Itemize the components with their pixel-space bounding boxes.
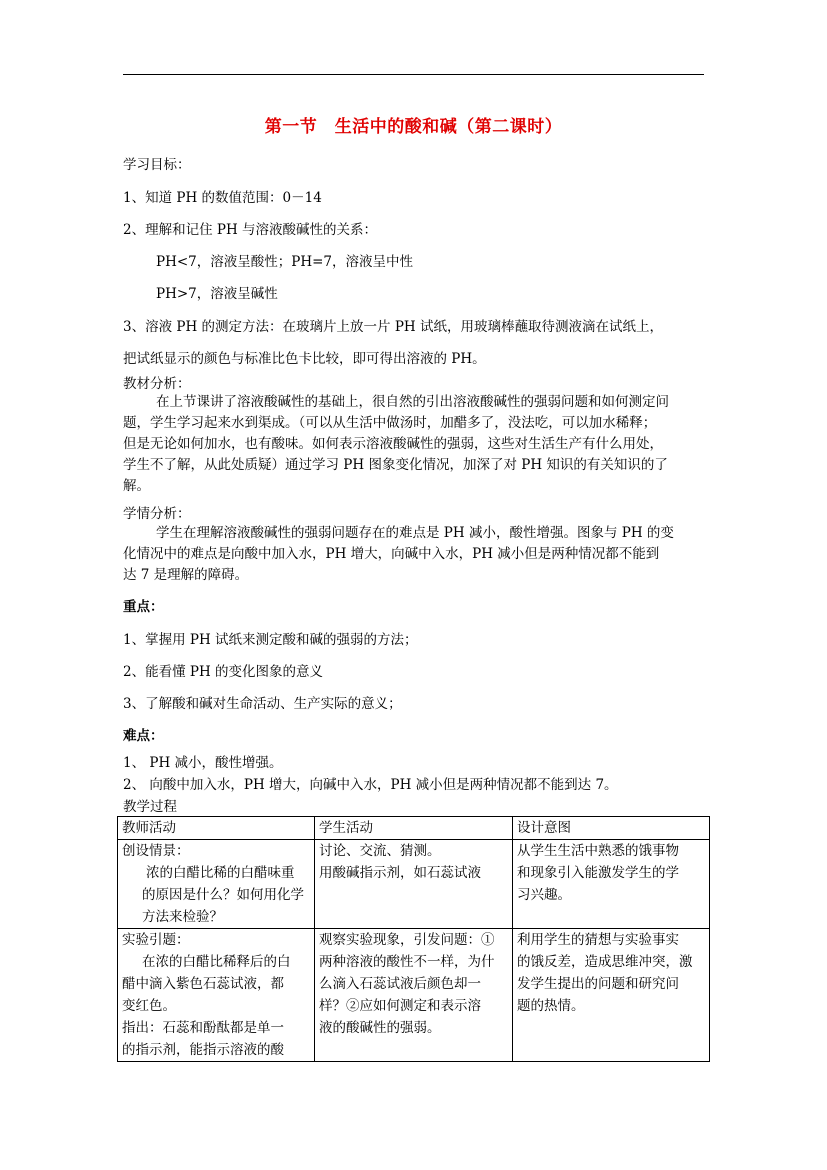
goal-item-2: 2、理解和记住 PH 与溶液酸碱性的关系： bbox=[123, 222, 378, 238]
goal-item-2b: PH>7，溶液呈碱性 bbox=[156, 286, 278, 302]
difficulties-heading: 难点： bbox=[123, 728, 164, 744]
difficulty-2: 2、 向酸中加入水，PH 增大，向碱中入水，PH 减小但是两种情况都不能到达 7。 bbox=[123, 777, 618, 793]
cell-line: 和现象引入能激发学生的学 bbox=[516, 865, 679, 881]
cell-line: 的饿反差，造成思维冲突，激 bbox=[516, 954, 693, 970]
cell-line: 发学生提出的问题和研究问 bbox=[516, 976, 679, 992]
cell-line: 在浓的白醋比稀释后的白 bbox=[142, 954, 291, 970]
key-point-2: 2、能看懂 PH 的变化图象的意义 bbox=[123, 664, 324, 680]
cell-line: 实验引题： bbox=[122, 932, 190, 948]
table-header-row bbox=[118, 817, 710, 840]
cell-line: 的原因是什么？如何用化学 bbox=[142, 887, 304, 903]
students-heading: 学情分析： bbox=[123, 506, 191, 522]
page-title: 第一节 生活中的酸和碱（第二课时） bbox=[264, 117, 563, 137]
cell-line: 从学生生活中熟悉的饿事物 bbox=[516, 843, 679, 859]
goal-item-1: 1、知道 PH 的数值范围：0－14 bbox=[123, 190, 322, 206]
cell-line: 两种溶液的酸性不一样，为什 bbox=[318, 954, 495, 970]
goal-item-2a: PH<7，溶液呈酸性；PH=7，溶液呈中性 bbox=[156, 254, 414, 270]
goals-heading: 学习目标： bbox=[123, 157, 191, 173]
header-rule bbox=[123, 74, 704, 75]
goal-item-3-line1: 3、溶液 PH 的测定方法：在玻璃片上放一片 PH 试纸，用玻璃棒蘸取待测液滴在试纸上， bbox=[123, 319, 663, 335]
goal-item-3-line2: 把试纸显示的颜色与标准比色卡比较，即可得出溶液的 PH。 bbox=[123, 351, 486, 367]
table-row bbox=[118, 929, 710, 1062]
cell-line: 变红色。 bbox=[122, 998, 176, 1014]
teacher-cell bbox=[118, 929, 315, 1062]
students-line: 学生在理解溶液酸碱性的强弱问题存在的难点是 PH 减小，酸性增强。图象与 PH 的变 bbox=[156, 525, 674, 541]
textbook-line: 但是无论如何加水，也有酸味。如何表示溶液酸碱性的强弱，这些对生活生产有什么用处， bbox=[123, 436, 663, 452]
cell-line: 浓的白醋比稀的白醋味重 bbox=[146, 865, 295, 881]
cell-line: 题的热情。 bbox=[516, 998, 585, 1014]
key-point-1: 1、掌握用 PH 试纸来测定酸和碱的强弱的方法； bbox=[123, 632, 418, 648]
textbook-line: 学生不了解，从此处质疑）通过学习 PH 图象变化情况，加深了对 PH 知识的有关知识的了 bbox=[123, 457, 668, 473]
process-heading: 教学过程 bbox=[123, 799, 177, 815]
key-point-3: 3、了解酸和碱对生命活动、生产实际的意义； bbox=[123, 696, 402, 712]
cell-line: 醋中滴入紫色石蕊试液，都 bbox=[122, 976, 284, 992]
cell-line: 指出：石蕊和酚酞都是单一 bbox=[122, 1020, 284, 1036]
textbook-line: 在上节课讲了溶液酸碱性的基础上，很自然的引出溶液酸碱性的强弱问题和如何测定问 bbox=[156, 394, 669, 410]
cell-line: 讨论、交流、猜测。 bbox=[318, 843, 441, 859]
header-intent: 设计意图 bbox=[512, 817, 709, 840]
cell-line: 观察实验现象，引发问题：① bbox=[318, 932, 495, 948]
cell-line: 液的酸碱性的强弱。 bbox=[318, 1020, 441, 1036]
cell-line: 的指示剂，能指示溶液的酸 bbox=[122, 1042, 284, 1058]
teaching-process-table bbox=[117, 816, 710, 1062]
intent-cell bbox=[512, 840, 709, 929]
cell-line: 用酸碱指示剂，如石蕊试液 bbox=[318, 865, 481, 881]
key-points-heading: 重点： bbox=[123, 599, 164, 615]
intent-cell bbox=[512, 929, 709, 1062]
student-cell bbox=[314, 840, 512, 929]
header-teacher: 教师活动 bbox=[118, 817, 315, 840]
textbook-heading: 教材分析： bbox=[123, 376, 191, 392]
cell-line: 利用学生的猜想与实验事实 bbox=[516, 932, 679, 948]
cell-line: 样？②应如何测定和表示溶 bbox=[318, 998, 481, 1014]
cell-line: 创设情景： bbox=[122, 843, 190, 859]
header-student: 学生活动 bbox=[314, 817, 512, 840]
cell-line: 么滴入石蕊试液后颜色却一 bbox=[318, 976, 481, 992]
difficulty-1: 1、 PH 减小，酸性增强。 bbox=[123, 755, 283, 771]
cell-line: 习兴趣。 bbox=[516, 887, 571, 903]
students-line: 达 7 是理解的障碍。 bbox=[123, 567, 249, 583]
textbook-paragraph bbox=[123, 392, 705, 497]
cell-line: 方法来检验？ bbox=[142, 909, 223, 925]
table-row bbox=[118, 840, 710, 929]
students-line: 化情况中的难点是向酸中加入水，PH 增大，向碱中入水，PH 减小但是两种情况都不能到 bbox=[123, 546, 660, 562]
textbook-line: 题，学生学习起来水到渠成。（可以从生活中做汤时，加醋多了，没法吃，可以加水稀释； bbox=[123, 415, 657, 431]
textbook-line: 解。 bbox=[123, 478, 150, 494]
student-cell bbox=[314, 929, 512, 1062]
teacher-cell bbox=[118, 840, 315, 929]
students-paragraph bbox=[123, 523, 705, 586]
